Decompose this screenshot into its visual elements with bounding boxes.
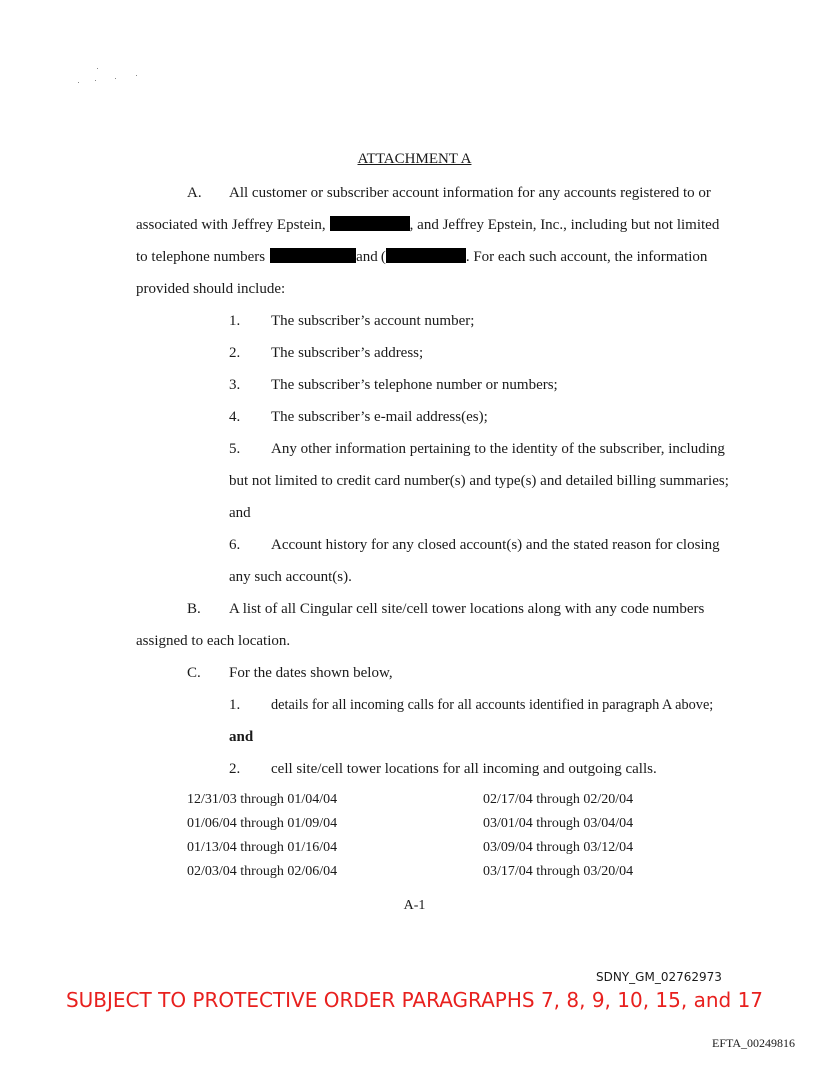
date-range: 03/17/04 through 03/20/04 — [483, 864, 634, 879]
list-item — [229, 376, 558, 394]
item5-line3: and — [229, 505, 251, 521]
redaction-box — [386, 248, 466, 263]
redaction-box — [330, 216, 410, 231]
item6-line2: any such account(s). — [229, 569, 352, 585]
section-a-line1: All customer or subscriber account information for any accounts registered to or — [229, 185, 711, 201]
section-a-line4: provided should include: — [136, 281, 286, 297]
item-number: 3. — [229, 377, 241, 393]
section-a-line2 — [136, 216, 719, 234]
section-a-letter: A. — [187, 185, 202, 201]
item-text: The subscriber’s telephone number or numbers; — [271, 377, 558, 393]
list-item — [229, 440, 725, 458]
redaction-box — [270, 248, 356, 263]
section-a-line3-paren: ( — [380, 249, 386, 265]
scan-speck — [97, 68, 98, 69]
date-range: 03/09/04 through 03/12/04 — [483, 840, 634, 855]
list-item — [229, 760, 657, 778]
item-text: Any other information pertaining to the identity of the subscriber, including — [271, 441, 725, 457]
protective-order-notice: SUBJECT TO PROTECTIVE ORDER PARAGRAPHS 7, 8, 9, 10, 15, and 17 — [65, 988, 764, 1012]
section-b-line1: A list of all Cingular cell site/cell tower locations along with any code numbers — [229, 601, 705, 617]
section-c-and: and — [229, 729, 254, 745]
scan-speck — [136, 75, 137, 76]
page-number: A-1 — [403, 898, 426, 913]
list-item — [229, 408, 488, 426]
section-a-line3-end: . For each such account, the information — [465, 249, 708, 265]
section-b-letter: B. — [187, 601, 201, 617]
section-a-line3-and: and — [356, 249, 378, 265]
item-number: 2. — [229, 345, 241, 361]
item-text: The subscriber’s address; — [271, 345, 424, 361]
list-item — [229, 344, 423, 362]
item-number: 1. — [229, 697, 241, 713]
list-item — [229, 696, 713, 714]
item-text: Account history for any closed account(s) and the stated reason for closing — [271, 537, 720, 553]
section-a-line2-end: , and Jeffrey Epstein, Inc., including but not limited — [409, 217, 720, 233]
item-number: 6. — [229, 537, 241, 553]
item-text: cell site/cell tower locations for all incoming and outgoing calls. — [271, 761, 657, 777]
scan-speck — [95, 80, 96, 81]
date-range: 02/03/04 through 02/06/04 — [187, 864, 338, 879]
section-a-line3 — [136, 248, 707, 266]
scan-speck — [78, 82, 79, 83]
section-c-intro: For the dates shown below, — [229, 665, 393, 681]
date-range: 12/31/03 through 01/04/04 — [187, 792, 338, 807]
item-number: 2. — [229, 761, 241, 777]
list-item — [229, 536, 720, 554]
efta-number: EFTA_00249816 — [712, 1036, 796, 1050]
section-a-line3-start: to telephone numbers — [136, 249, 266, 265]
section-c-letter: C. — [187, 665, 201, 681]
date-range: 01/13/04 through 01/16/04 — [187, 840, 338, 855]
item-text: The subscriber’s e-mail address(es); — [271, 409, 488, 425]
item-text: The subscriber’s account number; — [271, 313, 475, 329]
scan-speck — [115, 78, 116, 79]
item-number: 4. — [229, 409, 241, 425]
item-number: 1. — [229, 313, 241, 329]
item-number: 5. — [229, 441, 241, 457]
item-text: details for all incoming calls for all accounts identified in paragraph A above; — [271, 697, 714, 713]
date-range: 01/06/04 through 01/09/04 — [187, 816, 338, 831]
document-title: ATTACHMENT A — [357, 151, 472, 167]
section-a-line2-start: associated with Jeffrey Epstein, — [136, 217, 326, 233]
list-item — [229, 312, 474, 330]
date-range: 02/17/04 through 02/20/04 — [483, 792, 634, 807]
bates-number: SDNY_GM_02762973 — [596, 970, 722, 984]
item5-line2: but not limited to credit card number(s) and type(s) and detailed billing summaries; — [229, 473, 729, 489]
section-b-line2: assigned to each location. — [136, 633, 291, 649]
date-range: 03/01/04 through 03/04/04 — [483, 816, 634, 831]
